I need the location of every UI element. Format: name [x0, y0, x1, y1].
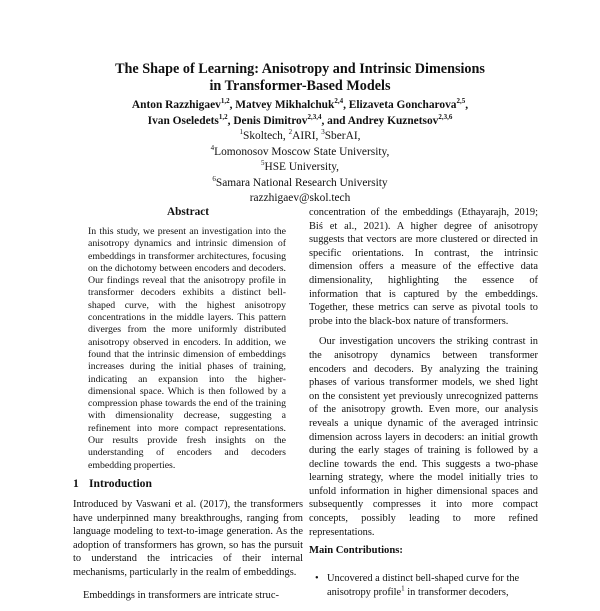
author-separator: , — [465, 99, 469, 111]
affiliation-name: HSE University, — [264, 161, 340, 173]
affiliation-name: SberAI — [324, 130, 358, 142]
author-affiliation-marker: 2,5 — [456, 97, 466, 106]
author-affiliation-marker: 2,4 — [334, 97, 344, 106]
paper-title — [60, 61, 540, 95]
affiliation-line-3 — [60, 160, 540, 176]
affiliation-name: Samara National Research University — [215, 176, 388, 189]
section-title: Introduction — [89, 477, 152, 490]
affiliation-separator: , — [315, 130, 322, 142]
intro-paragraph-2: Embeddings in transformers are intricate struc- — [83, 589, 279, 601]
bullet-icon: • — [315, 573, 319, 584]
body-paragraph-2: Our investigation uncovers the striking contrast in the anisotropy dynamics between transformer encoders and decoders. By analyzing the training phases of various transformer models, we shed light on the consistent yet previously unrecognized patterns of the anisotropy growth. Even more, our analysis reveals a unique dynamic of the averaged intrinsic dimension across layers in decoders: an initial growth during the early stages of training is followed by a decline towards the end. This suggests a two-phase learning strategy, where the model initially tries to unfold information in higher dimensional spaces and subsequently compresses it into more compact concepts, possibly leading to more refined representations. — [309, 336, 538, 538]
contribution-text: Uncovered a distinct bell-shaped curve for the anisotropy profile — [327, 573, 520, 598]
affiliation-number: 3 — [321, 128, 325, 137]
affiliation-line-2 — [60, 145, 540, 161]
affiliation-number: 1 — [239, 128, 244, 137]
affiliation-line-4 — [60, 176, 540, 192]
author-affiliation-marker: 1,2 — [220, 97, 230, 106]
abstract-text: In this study, we present an investigation into the anisotropy dynamics and intrinsic dimension of embeddings in transformer architectures, focusing on the dichotomy between encoders and decoders. Our findings reveal that the anisotropy profile in transformer decoders exhibits a distinct bell-shaped curve, with the highest anisotropy concentrations in the middle layers. This pattern diverges from the more uniformly distributed anisotropy observed in encoders. In addition, we found that the intrinsic dimension of embeddings increases during the initial phases of training, indicating an expansion into the higher-dimensional space. Which is then followed by a compression phase towards the end of the training with dimensionality decrease, suggesting a refinement into more compact representations. Our results provide fresh insights on the understanding of encoders and decoders embedding properties. — [88, 226, 286, 471]
footnote-marker: 1 — [401, 584, 405, 593]
affiliation-separator: , — [282, 130, 289, 142]
author-name: Andrey Kuznetsov — [347, 114, 439, 127]
introduction-body — [73, 498, 303, 611]
author-separator: , and — [321, 114, 348, 127]
author-name: Anton Razzhigaev — [131, 99, 221, 111]
affiliation-separator: , — [357, 130, 361, 142]
author-name: Denis Dimitrov — [233, 114, 308, 127]
affiliation-number: 4 — [210, 143, 215, 152]
author-name: Elizaveta Goncharova — [348, 99, 457, 111]
title-line-1: The Shape of Learning: Anisotropy and Intrinsic Dimensions — [115, 61, 485, 77]
author-separator: , — [227, 114, 234, 127]
affiliation-name: Lomonosov Moscow State University, — [214, 145, 390, 158]
contributions-heading: Main Contributions: — [309, 545, 403, 556]
author-separator: , — [343, 99, 349, 111]
abstract-heading: Abstract — [166, 206, 210, 218]
affiliation-number: 6 — [212, 174, 216, 183]
contact-email: razzhigaev@skol.tech — [249, 192, 351, 204]
contribution-text-continued: in transformer decoders, — [404, 586, 509, 598]
intro-paragraph-1: Introduced by Vaswani et al. (2017), the transformers have underpinned many breakthroughs, ranging from language modeling to text-to-image generation. As the adoption of transformers has grown, so has the pursuit to understand the intricacies of their internal mechanisms, particularly in the realm of embeddings. — [73, 499, 303, 578]
right-column-body — [309, 206, 538, 546]
affiliation-line-1 — [60, 129, 540, 145]
contributions-list — [313, 572, 538, 599]
author-line-2 — [60, 114, 540, 130]
section-heading-introduction — [73, 477, 303, 490]
author-block — [60, 98, 540, 207]
body-paragraph-1: concentration of the embeddings (Ethayarajh, 2019; Biś et al., 2021). A higher degree of anisotropy suggests that vectors are more clustered or directed in specific orientations. In contrast, the intrinsic dimension offers a measure of the effective data dimensionality, highlighting the essence of information that is captured by the embeddings. Together, these metrics can serve as pivotal tools to probe into the black-box nature of transformers. — [309, 207, 538, 327]
affiliation-number: 2 — [288, 128, 293, 137]
author-affiliation-marker: 2,3,4 — [307, 112, 322, 121]
affiliation-number: 5 — [260, 159, 265, 168]
author-affiliation-marker: 2,3,6 — [438, 112, 453, 121]
author-line-1 — [60, 98, 540, 114]
author-separator: , — [229, 99, 236, 111]
affiliation-name: Skoltech — [243, 130, 283, 142]
title-line-2: in Transformer-Based Models — [209, 78, 391, 94]
affiliation-name: AIRI — [292, 130, 316, 142]
section-number: 1 — [73, 477, 79, 490]
author-affiliation-marker: 1,2 — [218, 112, 228, 121]
author-name: Ivan Oseledets — [147, 114, 219, 127]
author-name: Matvey Mikhalchuk — [235, 99, 335, 111]
list-item — [313, 572, 538, 599]
